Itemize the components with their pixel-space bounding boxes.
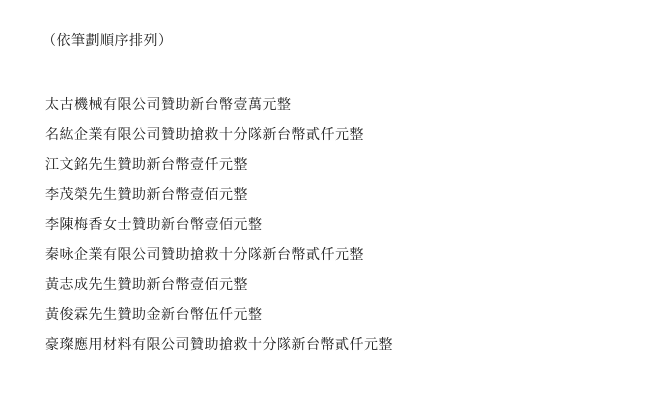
donation-entry: 李茂榮先生贊助新台幣壹佰元整 [45, 188, 248, 203]
donation-entry: 江文銘先生贊助新台幣壹仟元整 [45, 158, 248, 173]
donation-entry: 黃俊霖先生贊助金新台幣伍仟元整 [45, 308, 263, 323]
donation-list [45, 91, 650, 361]
donation-entry: 太古機械有限公司贊助新台幣壹萬元整 [45, 98, 292, 113]
donation-entry: 秦咏企業有限公司贊助搶救十分隊新台幣貳仟元整 [45, 248, 364, 263]
donation-entry: 豪璨應用材料有限公司贊助搶救十分隊新台幣貳仟元整 [45, 338, 393, 353]
donation-entry: 李陳梅香女士贊助新台幣壹佰元整 [45, 218, 263, 233]
sort-order-note: （依筆劃順序排列） [42, 34, 173, 49]
donation-entry: 名紘企業有限公司贊助搶救十分隊新台幣貳仟元整 [45, 128, 364, 143]
donation-entry: 黃志成先生贊助新台幣壹佰元整 [45, 278, 248, 293]
